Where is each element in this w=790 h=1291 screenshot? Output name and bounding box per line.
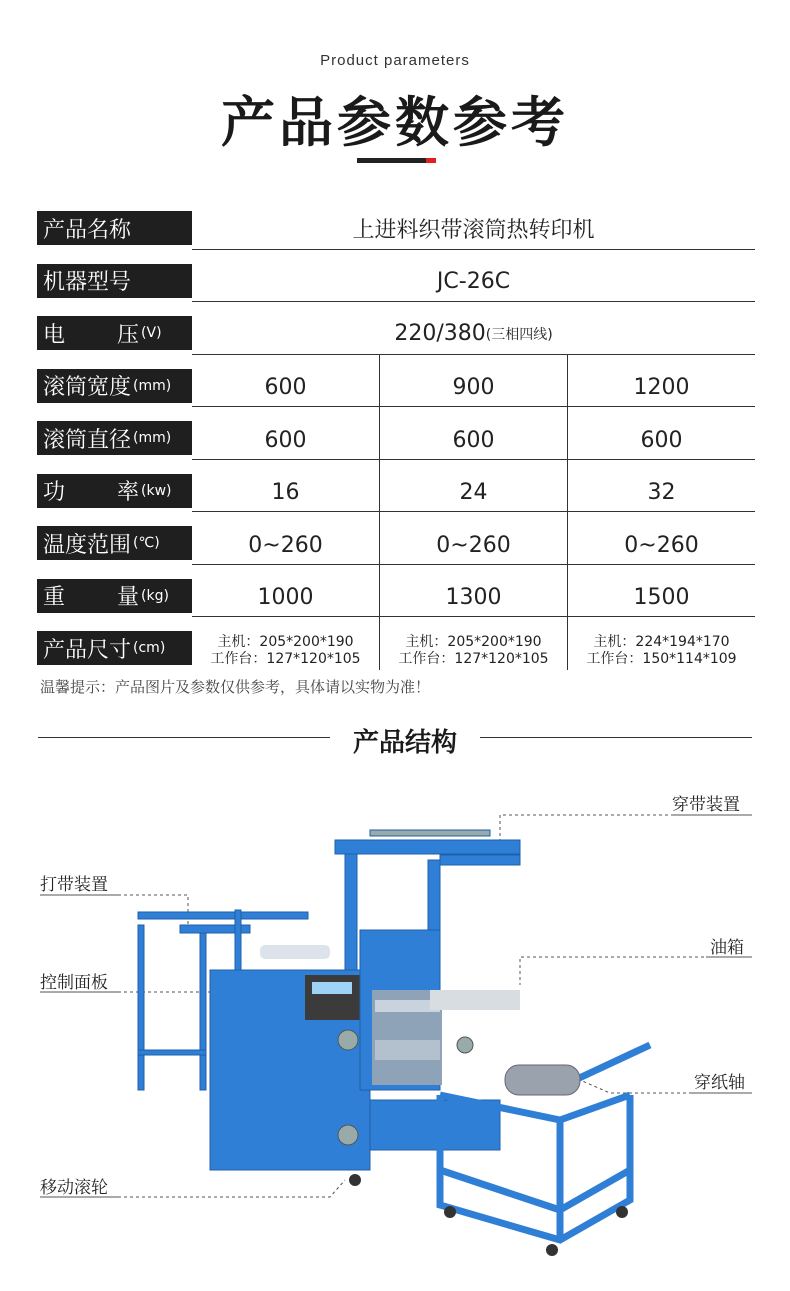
spec-table [37, 208, 755, 681]
spec-cell: 600 [264, 375, 307, 401]
disclaimer-note: 温馨提示：产品图片及参数仅供参考，具体请以实物为准！ [40, 678, 431, 696]
section-title: 产品结构 [352, 728, 457, 758]
spec-cell: 600 [379, 407, 567, 460]
spec-cell: 0~260 [379, 512, 567, 565]
label-part: 量 [117, 585, 140, 610]
unit-label: (V) [141, 325, 162, 341]
unit-label: (mm) [133, 430, 172, 446]
spec-label [37, 316, 192, 350]
spec-row-name [37, 208, 755, 261]
spec-label [37, 526, 192, 560]
spec-label [37, 421, 192, 455]
spec-cell: 24 [379, 460, 567, 513]
callout-control-panel: 控制面板 [40, 973, 108, 993]
title-underline [357, 158, 435, 163]
label-part: 率 [117, 480, 140, 505]
spec-cell: 0~260 [248, 532, 323, 558]
label-part: 电 [43, 322, 66, 348]
page-title: 产品参数参考 [221, 91, 569, 154]
spec-cells [192, 512, 755, 565]
dim-table: 工作台：127*120*105 [398, 651, 549, 668]
spec-row-size [37, 628, 755, 681]
machine-illustration [0, 760, 790, 1291]
spec-cells [192, 460, 755, 513]
spec-cell: 1200 [567, 355, 755, 408]
dim-table: 工作台：150*114*109 [586, 651, 737, 668]
dim-table: 工作台：127*120*105 [210, 651, 361, 668]
spec-cells [192, 617, 755, 670]
section-divider-left [38, 737, 330, 738]
section-subtitle: Product parameters [320, 52, 470, 69]
spec-cell: 16 [271, 480, 300, 506]
unit-label: (cm) [133, 640, 166, 656]
spec-cell [379, 617, 567, 670]
label-part: 压 [117, 322, 140, 348]
callout-oil-tank: 油箱 [710, 938, 744, 958]
spec-label [37, 369, 192, 403]
spec-cell [567, 617, 755, 670]
label-part: 功 [43, 480, 66, 505]
section-divider-right [480, 737, 752, 738]
spec-cell: 600 [567, 407, 755, 460]
row-divider [192, 249, 755, 250]
label-part: 重 [43, 585, 66, 610]
callout-paper-shaft: 穿纸轴 [694, 1073, 745, 1093]
voltage-value: 220/380 [394, 321, 486, 346]
spec-cell [192, 617, 379, 670]
dim-main: 主机：205*200*190 [217, 634, 354, 651]
main-body [210, 930, 520, 1170]
spec-cell: 32 [567, 460, 755, 513]
spec-value: 上进料织带滚筒热转印机 [352, 218, 595, 243]
spec-cells [192, 355, 755, 408]
callout-casters: 移动滚轮 [40, 1178, 108, 1198]
spec-label [37, 579, 192, 613]
spec-label [37, 631, 192, 665]
paper-roll [505, 1065, 580, 1095]
spec-row-model [37, 261, 755, 314]
spec-cell: 1500 [567, 565, 755, 618]
spec-label [37, 474, 192, 508]
unit-label: (kw) [141, 482, 172, 499]
callout-belt-threading: 穿带装置 [672, 795, 740, 815]
callout-belt-tapping: 打带装置 [40, 875, 108, 895]
row-divider [192, 301, 755, 302]
spec-value [192, 313, 755, 354]
spec-cell: 0~260 [567, 512, 755, 565]
spec-value: JC-26C [436, 268, 511, 294]
label-text: 滚筒宽度 [43, 375, 132, 400]
unit-label: (mm) [133, 377, 172, 394]
unit-label: (kg) [141, 587, 169, 604]
label-text: 温度范围 [43, 532, 132, 558]
spec-cell: 900 [379, 355, 567, 408]
spec-cells [192, 407, 755, 460]
label-text: 产品尺寸 [43, 637, 132, 663]
spec-cells [192, 565, 755, 618]
unit-label: (℃) [133, 535, 160, 551]
label-text: 滚筒直径 [43, 427, 132, 453]
spec-cell: 1300 [379, 565, 567, 618]
spec-label: 产品名称 [37, 211, 192, 245]
spec-cell: 1000 [257, 585, 314, 611]
voltage-note: (三相四线) [485, 326, 553, 343]
title-underline-accent [426, 158, 436, 163]
dim-main: 主机：224*194*170 [593, 634, 730, 651]
spec-label: 机器型号 [37, 264, 192, 298]
spec-cell: 600 [264, 427, 307, 453]
dim-main: 主机：205*200*190 [405, 634, 542, 651]
